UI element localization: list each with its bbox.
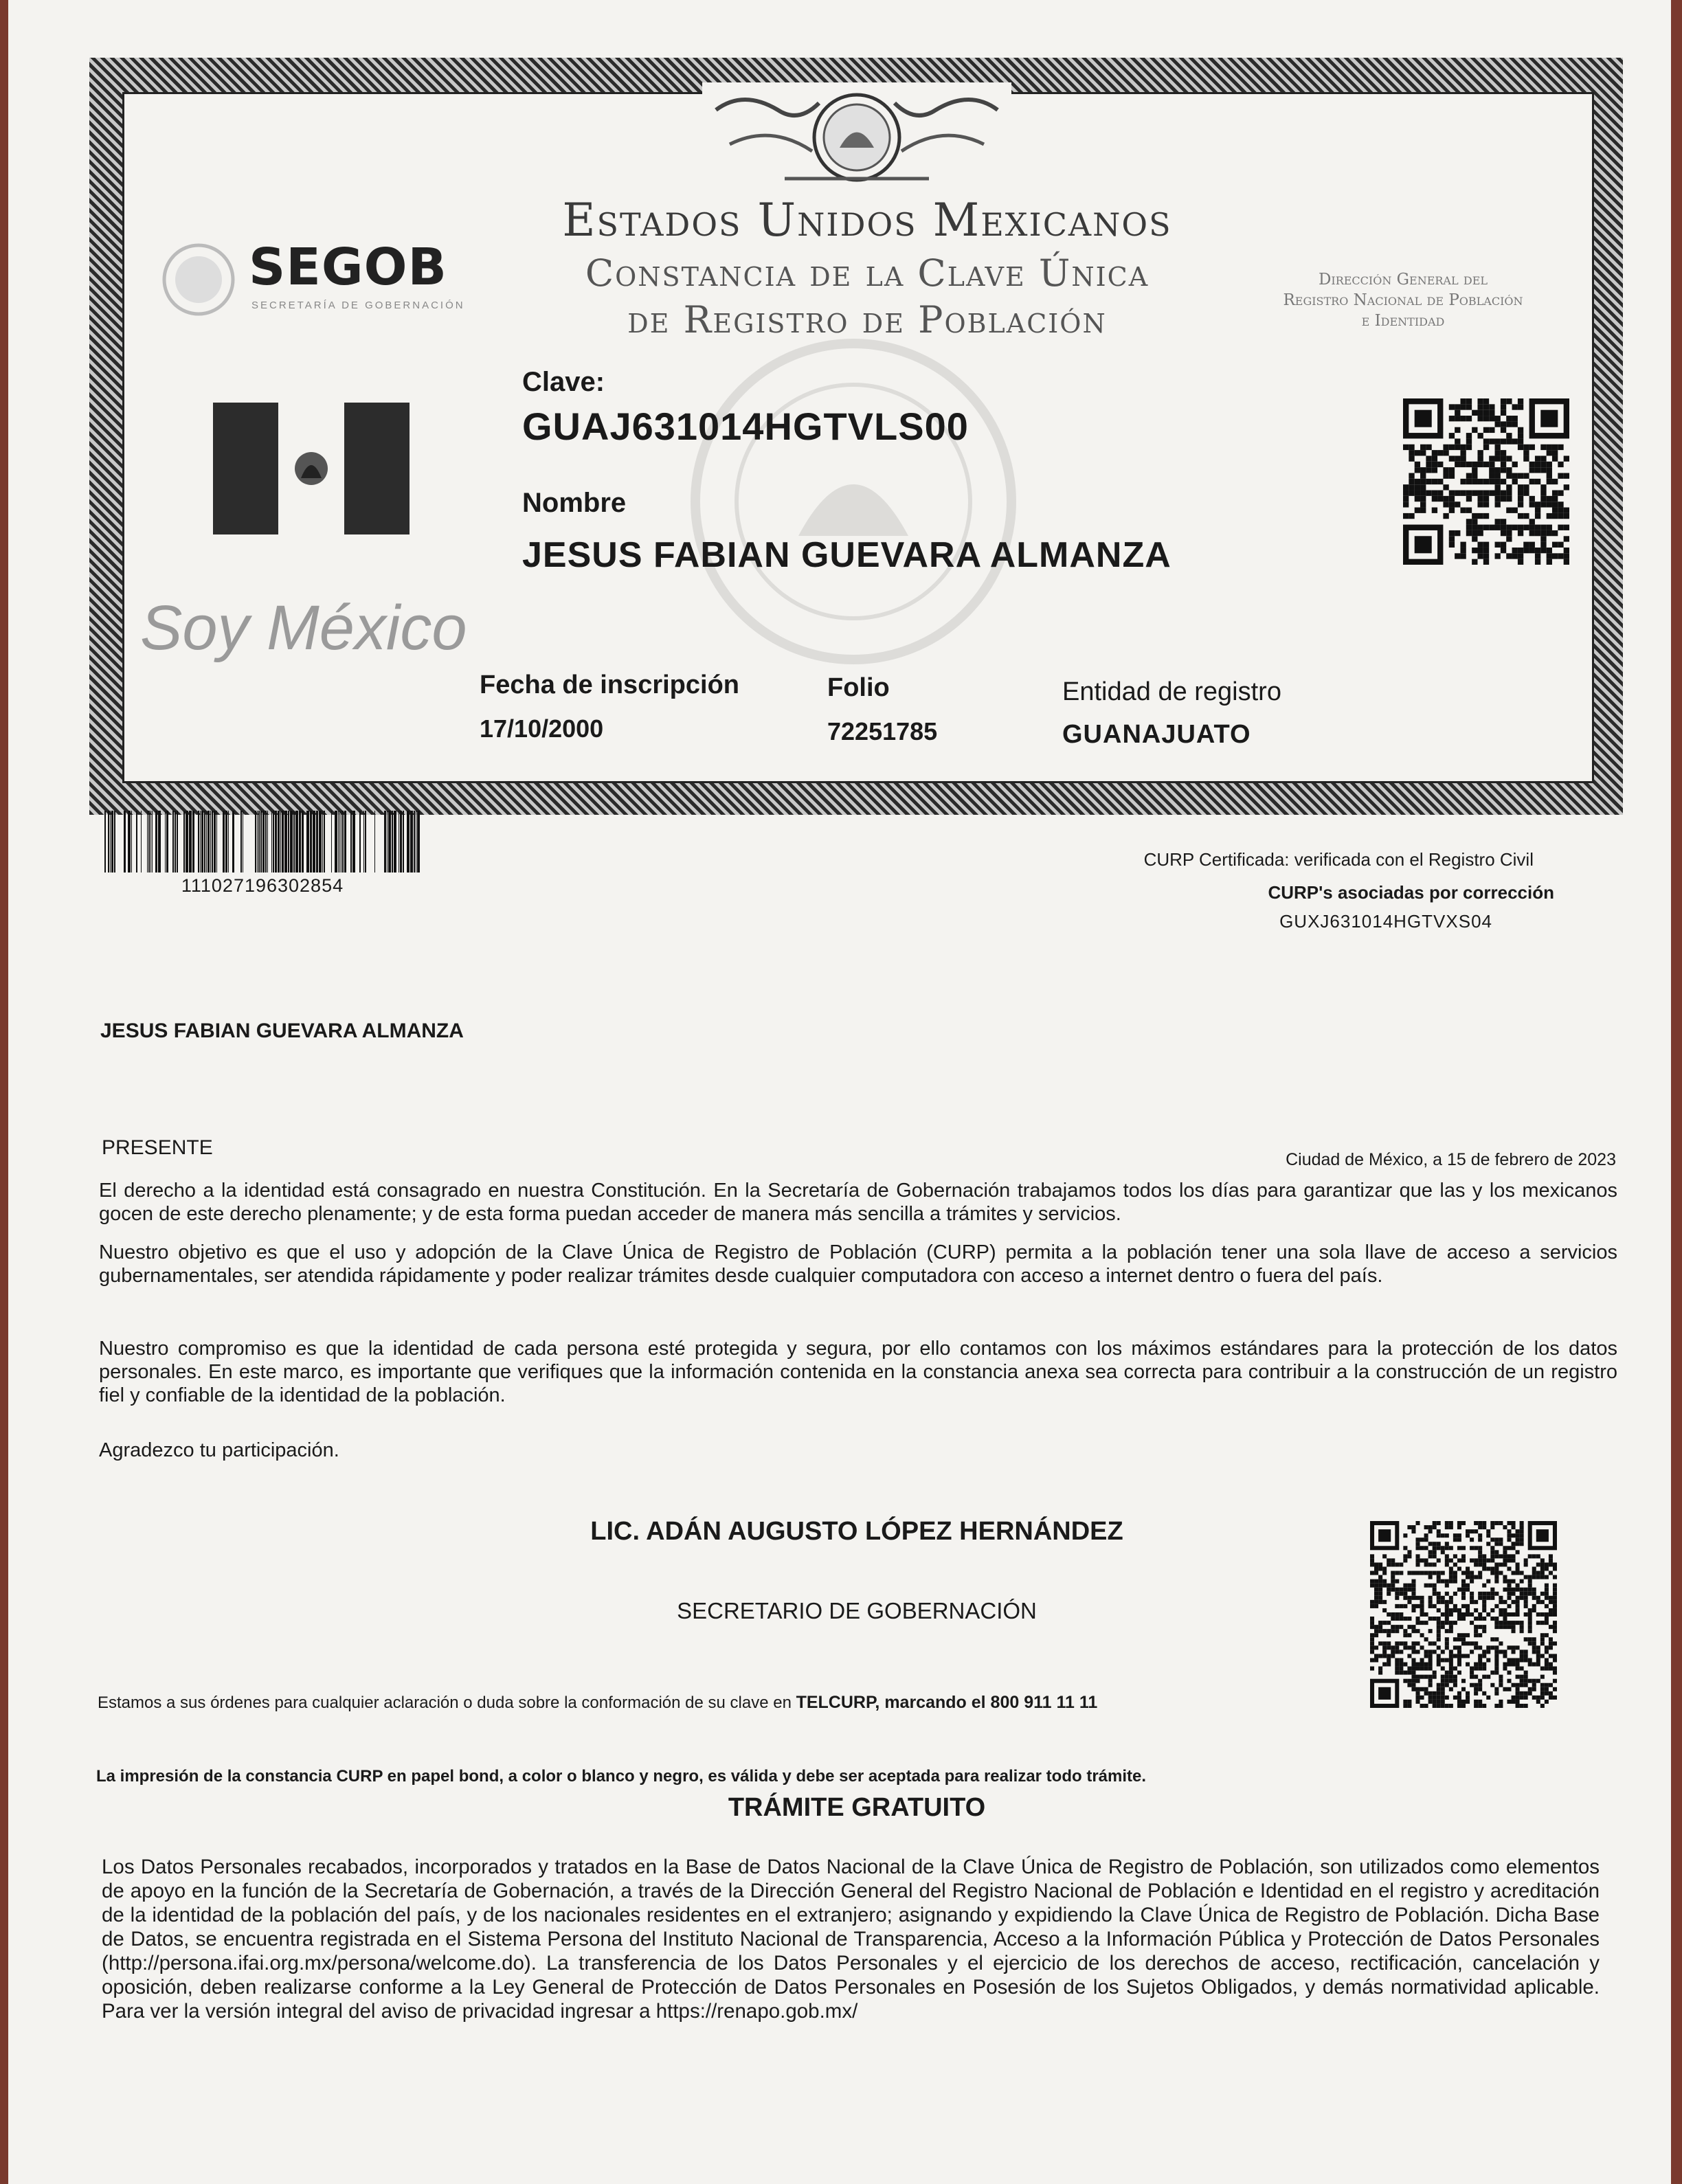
contact-note — [98, 1693, 1097, 1713]
contact-phone: TELCURP, marcando el 800 911 11 11 — [796, 1693, 1098, 1712]
qr-code-large-icon — [1370, 1521, 1557, 1708]
fecha-inscripcion-label: Fecha de inscripción — [480, 671, 739, 699]
free-procedure-heading: TRÁMITE GRATUITO — [728, 1793, 986, 1822]
folio-value: 72251785 — [827, 717, 938, 745]
signer-title: SECRETARIO DE GOBERNACIÓN — [677, 1598, 1037, 1623]
letter-paragraph-3: Nuestro compromiso es que la identidad de cada persona esté protegida y segura, por ello contamos con los máximos estándares para la protección de los datos personales. En este marco, es importante que verifiques que la información contenida en la constancia anexa sea correcta para contribuir a la construcción de un registro fiel y confiable de la identidad de la población. — [99, 1338, 1617, 1406]
curp-certification-note: CURP Certificada: verificada con el Registro Civil — [1143, 849, 1534, 870]
qr-code-icon — [1403, 398, 1569, 565]
mexican-flag-icon — [213, 403, 410, 534]
clave-value: GUAJ631014HGTVLS00 — [522, 405, 969, 448]
document-page — [8, 0, 1671, 2184]
contact-text: Estamos a sus órdenes para cualquier aclaración o duda sobre la conformación de su clave en — [98, 1693, 792, 1712]
associated-curp-value: GUXJ631014HGTVXS04 — [1279, 911, 1492, 932]
letter-paragraph-4: Agradezco tu participación. — [99, 1439, 339, 1461]
letter-recipient: JESUS FABIAN GUEVARA ALMANZA — [100, 1020, 464, 1042]
dgr-name-line2: Registro Nacional de Población — [1283, 291, 1523, 309]
document-title: Estados Unidos Mexicanos — [562, 194, 1172, 247]
segob-logo-text: SEGOB — [249, 238, 447, 297]
segob-subtitle: SECRETARÍA DE GOBERNACIÓN — [251, 300, 465, 311]
signer-name: LIC. ADÁN AUGUSTO LÓPEZ HERNÁNDEZ — [590, 1517, 1123, 1546]
watermark-seal-icon — [627, 330, 1080, 673]
letter-paragraph-1: El derecho a la identidad está consagrado en nuestra Constitución. En la Secretaría de Gobernación trabajamos todos los días para garantizar que las y los mexicanos gocen de este derecho plenamente; y de esta forma puedan acceder de manera más sencilla a trámites y servicios. — [99, 1180, 1617, 1225]
document-subtitle-line1: Constancia de la Clave Única — [585, 251, 1150, 295]
barcode-icon — [104, 811, 420, 873]
fecha-inscripcion-value: 17/10/2000 — [480, 714, 604, 743]
letter-paragraph-2: Nuestro objetivo es que el uso y adopción de la Clave Única de Registro de Población (CURP) permita a la población tener una sola llave de acceso a servicios gubernamentales, ser atendida rápidamente y poder realizar trámites desde cualquier computadora con acceso a internet dentro o fuera del país. — [99, 1241, 1617, 1287]
nombre-label: Nombre — [522, 488, 627, 518]
segob-seal-icon — [161, 242, 236, 317]
dgr-name-line1: Dirección General del — [1318, 271, 1488, 289]
privacy-notice: Los Datos Personales recabados, incorporados y tratados en la Base de Datos Nacional de la Clave Única de Registro de Población, son utilizados como elementos de apoyo en la función de la Secretaría de Gobernación, a través de la Dirección General del Registro Nacional de Población e Identidad en el registro y acreditación de la identidad de la población del país, y de los nacionales residentes en el extranjero; asignando y expidiendo la Clave Única de Registro de Población. Dicha Base de Datos, se encuentra registrada en el Sistema Persona del Instituto Nacional de Transparencia, Acceso a la Información Pública y Protección de Datos Personales (http://persona.ifai.org.mx/persona/welcome.do). La transferencia de los Datos Personales y el ejercicio de los derechos de acceso, rectificación, cancelación y oposición, deben realizarse conforme a la Ley General de Protección de Datos Personales en Posesión de los Sujetos Obligados, y demás normatividad aplicable. Para ver la versión integral del aviso de privacidad ingresar a https://renapo.gob.mx/ — [102, 1856, 1600, 2023]
letter-presente: PRESENTE — [102, 1136, 213, 1159]
clave-label: Clave: — [522, 367, 605, 397]
soy-mexico-logo: Soy México — [140, 593, 467, 663]
nombre-value: JESUS FABIAN GUEVARA ALMANZA — [522, 535, 1171, 575]
document-subtitle-line2: de Registro de Población — [627, 298, 1107, 341]
entidad-value: GUANAJUATO — [1062, 720, 1251, 749]
printing-validity-note: La impresión de la constancia CURP en papel bond, a color o blanco y negro, es válida y debe ser aceptada para realizar todo trámite. — [96, 1767, 1147, 1786]
barcode-number: 111027196302854 — [181, 875, 344, 896]
folio-label: Folio — [827, 673, 890, 702]
associated-curps-label: CURP's asociadas por corrección — [1268, 882, 1554, 903]
entidad-label: Entidad de registro — [1062, 677, 1281, 706]
national-crest-icon — [702, 82, 1011, 199]
dgr-name-line3: e Identidad — [1361, 312, 1445, 330]
letter-place-date: Ciudad de México, a 15 de febrero de 2023 — [1286, 1150, 1616, 1169]
